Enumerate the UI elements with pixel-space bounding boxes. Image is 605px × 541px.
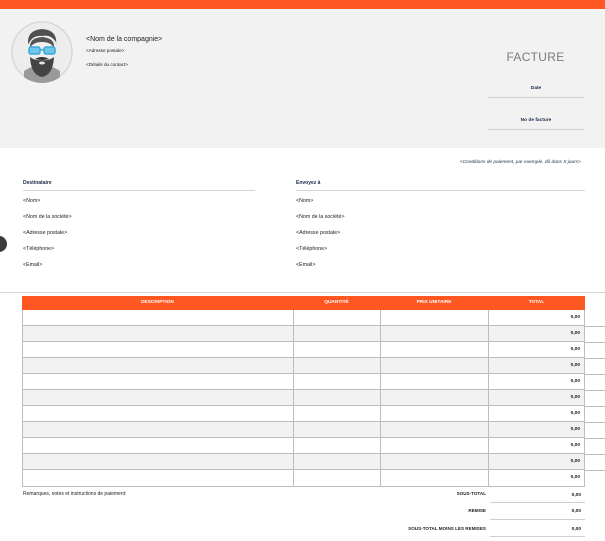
row-total: 0,00: [570, 363, 580, 368]
recipient-company: <Nom de la société>: [23, 214, 72, 220]
table-row[interactable]: [23, 422, 584, 438]
row-total: 0,00: [570, 475, 580, 480]
row-extension: [585, 390, 605, 391]
subtotal-value: 0,00: [571, 493, 581, 498]
ship-to-name: <Nom>: [296, 198, 314, 204]
row-total: 0,00: [570, 395, 580, 400]
row-total: 0,00: [570, 443, 580, 448]
recipient-heading: Destinataire: [23, 180, 52, 186]
net-subtotal-rule: [490, 536, 585, 537]
company-logo: [11, 21, 73, 83]
discount-value: 0,00: [571, 509, 581, 514]
column-divider: [380, 310, 381, 486]
recipient-name: <Nom>: [23, 198, 41, 204]
table-row[interactable]: [23, 470, 584, 486]
row-extension: [585, 374, 605, 375]
row-total: 0,00: [570, 459, 580, 464]
table-row[interactable]: [23, 374, 584, 390]
net-subtotal-value: 0,00: [571, 527, 581, 532]
row-total: 0,00: [570, 315, 580, 320]
date-field[interactable]: [488, 97, 584, 98]
bearded-man-with-glasses-icon: [11, 21, 73, 83]
payment-remarks: Remarques, notes et instructions de paiement:: [23, 491, 127, 497]
header-description: DESCRIPTION: [141, 300, 174, 305]
ship-to-email: <Email>: [296, 262, 316, 268]
recipient-address: <Adresse postale>: [23, 230, 68, 236]
row-extension: [585, 358, 605, 359]
table-row[interactable]: [23, 358, 584, 374]
subtotal-rule: [490, 502, 585, 503]
net-subtotal-label: SOUS-TOTAL MOINS LES REMISES: [408, 526, 486, 531]
invoice-title: FACTURE: [506, 50, 565, 64]
side-handle[interactable]: [0, 236, 7, 252]
row-extension: [585, 470, 605, 471]
line-items-table: [22, 310, 585, 487]
table-row[interactable]: [23, 326, 584, 342]
table-header: [22, 296, 585, 310]
ship-to-heading: Envoyez à: [296, 180, 321, 186]
ship-to-rule: [296, 190, 585, 191]
table-row[interactable]: [23, 406, 584, 422]
column-divider: [293, 310, 294, 486]
accent-bar: [0, 0, 605, 9]
row-total: 0,00: [570, 411, 580, 416]
payment-conditions: <Conditions de paiement, par exemple, dû dans X jours>: [459, 160, 581, 165]
row-total: 0,00: [570, 331, 580, 336]
company-contact: <Détails du contact>: [86, 62, 128, 67]
table-row[interactable]: [23, 342, 584, 358]
company-info: [86, 36, 286, 67]
date-label: Date: [530, 86, 542, 91]
row-extension: [585, 438, 605, 439]
ship-to-address: <Adresse postale>: [296, 230, 341, 236]
table-row[interactable]: [23, 438, 584, 454]
row-extension: [585, 422, 605, 423]
row-extension: [585, 326, 605, 327]
ship-to-company: <Nom de la société>: [296, 214, 345, 220]
row-total: 0,00: [570, 379, 580, 384]
invoice-header: [0, 9, 605, 148]
row-total: 0,00: [570, 347, 580, 352]
subtotal-label: SOUS-TOTAL: [456, 491, 486, 496]
ship-to-phone: <Téléphone>: [296, 246, 328, 252]
row-extension: [585, 454, 605, 455]
header-total: TOTAL: [528, 300, 545, 305]
header-unit-price: PRIX UNITAIRE: [416, 300, 452, 305]
invoice-number-field[interactable]: [488, 129, 584, 130]
row-total: 0,00: [570, 427, 580, 432]
discount-rule: [490, 519, 585, 520]
table-row[interactable]: [23, 390, 584, 406]
invoice-number-label: No de facture: [520, 118, 552, 123]
column-divider: [488, 310, 489, 486]
section-divider: [0, 292, 605, 293]
header-quantity: QUANTITÉ: [324, 300, 349, 305]
company-name: <Nom de la compagnie>: [86, 36, 163, 43]
company-address: <Adresse postale>: [86, 48, 125, 53]
table-row[interactable]: [23, 454, 584, 470]
row-extension: [585, 342, 605, 343]
recipient-phone: <Téléphone>: [23, 246, 55, 252]
discount-label: REMISE: [468, 508, 486, 513]
recipient-email: <Email>: [23, 262, 43, 268]
row-extension: [585, 406, 605, 407]
table-row[interactable]: [23, 310, 584, 326]
recipient-rule: [23, 190, 255, 191]
